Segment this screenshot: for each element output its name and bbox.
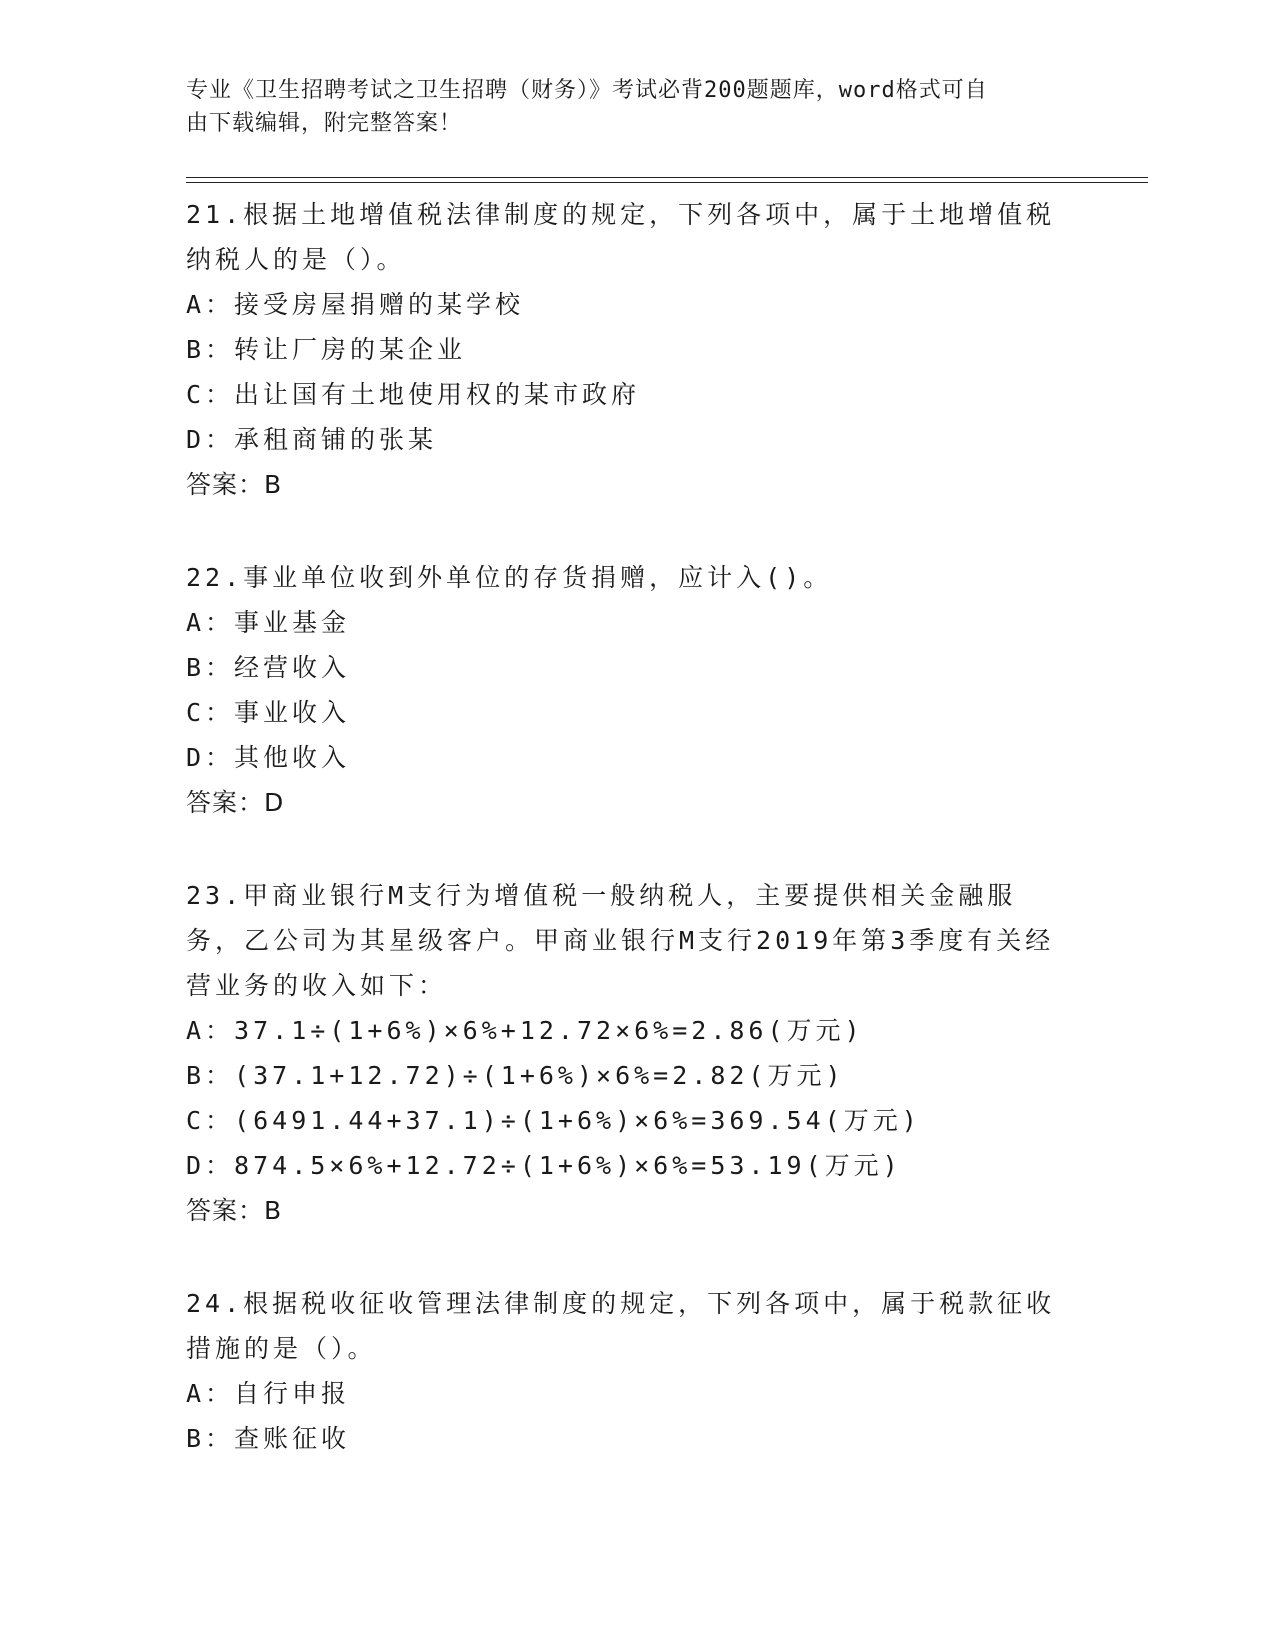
question-stem: 21.根据土地增值税法律制度的规定，下列各项中，属于土地增值税纳税人的是（）。 xyxy=(186,200,1056,274)
question-23 xyxy=(186,873,1066,1233)
option-c: C：事业收入 xyxy=(186,698,351,727)
option-c: C：出让国有土地使用权的某市政府 xyxy=(186,380,641,409)
question-list xyxy=(186,192,1066,1509)
question-stem: 22.事业单位收到外单位的存货捐赠，应计入()。 xyxy=(186,563,833,592)
answer: 答案：D xyxy=(186,788,285,817)
option-d: D：其他收入 xyxy=(186,743,351,772)
header-line-2: 由下载编辑，附完整答案！ xyxy=(186,111,463,136)
header-line-1: 专业《卫生招聘考试之卫生招聘（财务）》考试必背200题题库，word格式可自 xyxy=(186,78,988,103)
option-b: B：经营收入 xyxy=(186,653,351,682)
option-b: B：查账征收 xyxy=(186,1424,351,1453)
option-c: C：(6491.44+37.1)÷(1+6%)×6%=369.54(万元) xyxy=(186,1106,921,1135)
question-22 xyxy=(186,555,1066,825)
option-a: A：事业基金 xyxy=(186,608,351,637)
answer: 答案：B xyxy=(186,1196,283,1225)
question-21 xyxy=(186,192,1066,507)
option-b: B：转让厂房的某企业 xyxy=(186,335,467,364)
option-d: D：874.5×6%+12.72÷(1+6%)×6%=53.19(万元) xyxy=(186,1151,902,1180)
document-header xyxy=(186,74,1066,140)
option-a: A：接受房屋捐赠的某学校 xyxy=(186,290,525,319)
question-stem: 23.甲商业银行M支行为增值税一般纳税人，主要提供相关金融服务，乙公司为其星级客户。甲商业银行M支行2019年第3季度有关经营业务的收入如下： xyxy=(186,881,1055,1000)
answer: 答案：B xyxy=(186,470,283,499)
option-b: B：(37.1+12.72)÷(1+6%)×6%=2.82(万元) xyxy=(186,1061,845,1090)
option-a: A：自行申报 xyxy=(186,1379,351,1408)
question-stem: 24.根据税收征收管理法律制度的规定，下列各项中，属于税款征收措施的是（）。 xyxy=(186,1289,1056,1363)
option-d: D：承租商铺的张某 xyxy=(186,425,438,454)
question-24 xyxy=(186,1281,1066,1461)
header-divider xyxy=(186,177,1148,183)
option-a: A：37.1÷(1+6%)×6%+12.72×6%=2.86(万元) xyxy=(186,1016,864,1045)
